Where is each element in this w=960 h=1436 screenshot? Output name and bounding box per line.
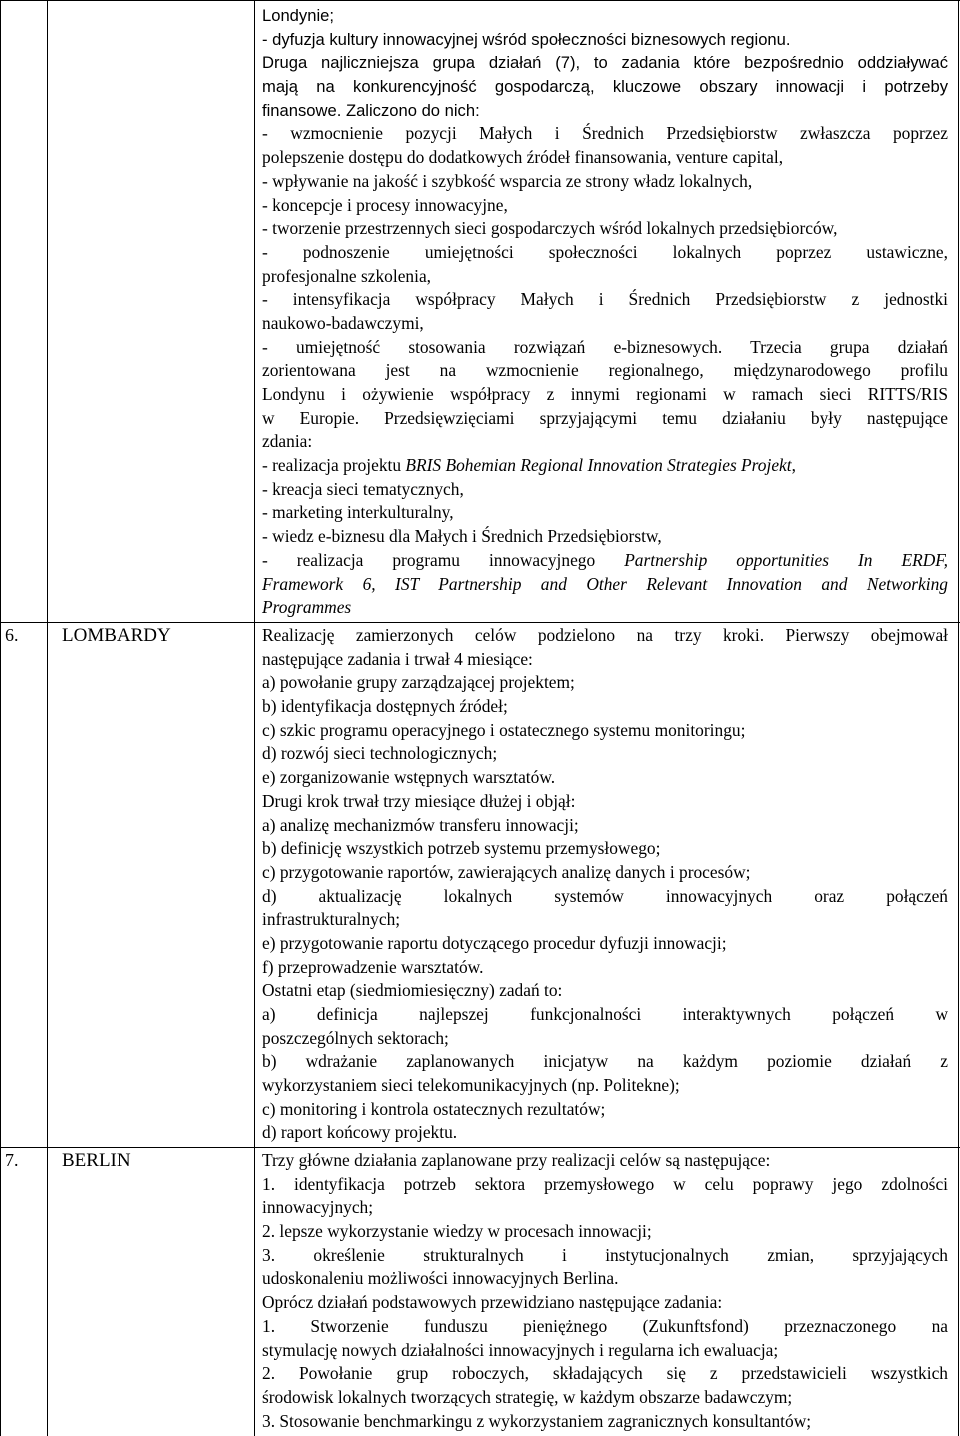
text-line: [262, 525, 948, 549]
line-text: - wpływanie na jakość i szybkość wsparcia ze strony władz lokalnych,: [262, 170, 753, 191]
text-line: [262, 837, 948, 861]
line-text: c) szkic programu operacyjnego i ostatecznego systemu monitoringu;: [262, 719, 746, 740]
text-line: [262, 1315, 948, 1339]
text-line: [262, 217, 948, 241]
line-text: e) przygotowanie raportu dotyczącego procedur dyfuzji innowacji;: [262, 932, 727, 953]
text-line: [262, 790, 948, 814]
column-divider-2: [254, 0, 255, 1436]
line-text: - intensyfikacja współpracy Małych i Średnich Przedsiębiorstw z jednostki: [262, 289, 948, 310]
line-text: zorientowana jest na wzmocnienie regionalnego, międzynarodowego profilu: [262, 360, 948, 381]
italic-title: Framework 6, IST Partnership and Other Relevant Innovation and Networking: [262, 573, 948, 594]
text-line: [262, 1244, 948, 1268]
row-content-berlin: [262, 1149, 948, 1433]
row-number: 6.: [5, 625, 19, 645]
text-line: [262, 1339, 948, 1363]
text-line: [262, 624, 948, 648]
text-line: [262, 288, 948, 312]
text-line: [262, 4, 948, 28]
line-text: Londynie;: [262, 6, 334, 25]
row-content-lombardy: [262, 624, 948, 1145]
line-text: Ostatni etap (siedmiomiesięczny) zadań to:: [262, 980, 563, 1001]
line-text: 3. Stosowanie benchmarkingu z wykorzystaniem zagranicznych konsultantów;: [262, 1410, 812, 1431]
line-text: mają na konkurencyjność gospodarczą, kluczowe obszary innowacji i potrzeby: [262, 77, 948, 97]
text-line: [262, 908, 948, 932]
text-line: [262, 194, 948, 218]
line-text: 1. Stworzenie funduszu pieniężnego (Zukunftsfond) przeznaczonego na: [262, 1315, 948, 1336]
table-border-left: [0, 0, 1, 1436]
line-text: b) wdrażanie zaplanowanych inicjatyw na każdym poziomie działań z: [262, 1051, 948, 1072]
line-text: d) raport końcowy projektu.: [262, 1122, 458, 1143]
line-text: - tworzenie przestrzennych sieci gospodarczych wśród lokalnych przedsiębiorców,: [262, 218, 838, 239]
text-line: [262, 1220, 948, 1244]
line-text: 2. lepsze wykorzystanie wiedzy w procesach innowacji;: [262, 1221, 652, 1242]
line-text: - podnoszenie umiejętności społeczności lokalnych poprzez ustawiczne,: [262, 241, 948, 262]
row-content-london: [262, 4, 948, 620]
text-line: [262, 671, 948, 695]
italic-title: BRIS Bohemian Regional Innovation Strategies Projekt: [405, 455, 792, 476]
text-line: [262, 407, 948, 431]
line-text: a) powołanie grupy zarządzającej projektem;: [262, 672, 575, 693]
text-line: [262, 695, 948, 719]
italic-title: Programmes: [262, 597, 352, 618]
row-number: 7.: [5, 1150, 19, 1170]
text-line: [262, 99, 948, 123]
line-text: środowisk lokalnych tworzących strategię, w każdym obszarze badawczym;: [262, 1386, 793, 1407]
line-text: - wiedz e-biznesu dla Małych i Średnich Przedsiębiorstw,: [262, 526, 662, 547]
line-text: stymulację nowych działalności innowacyjnych i regularna ich ewaluacja;: [262, 1339, 779, 1360]
line-text: - realizacja programu innowacyjnego: [262, 549, 625, 570]
text-line: [262, 549, 948, 573]
text-line: [262, 814, 948, 838]
text-line: [262, 478, 948, 502]
line-text: Oprócz działań podstawowych przewidziano następujące zadania:: [262, 1292, 723, 1313]
column-divider-1: [47, 0, 48, 1436]
line-text: - kreacja sieci tematycznych,: [262, 478, 464, 499]
text-line: [262, 932, 948, 956]
row-divider-6: [0, 622, 960, 623]
text-line: [262, 170, 948, 194]
text-line: [262, 1196, 948, 1220]
line-text: w Europie. Przedsięwzięciami sprzyjającymi temu działaniu były następujące: [262, 407, 948, 428]
text-line: [262, 501, 948, 525]
text-line: [262, 122, 948, 146]
line-text: d) aktualizację lokalnych systemów innowacyjnych oraz połączeń: [262, 885, 948, 906]
text-line: [262, 766, 948, 790]
table-border-right: [958, 0, 959, 1436]
line-text: e) zorganizowanie wstępnych warsztatów.: [262, 767, 556, 788]
text-line: [262, 336, 948, 360]
text-line: [262, 51, 948, 75]
region-name: BERLIN: [62, 1150, 131, 1171]
line-text: finansowe. Zaliczono do nich:: [262, 100, 480, 120]
line-text: naukowo-badawczymi,: [262, 312, 424, 333]
row-divider-7: [0, 1147, 960, 1148]
line-text: Realizację zamierzonych celów podzielono na trzy kroki. Pierwszy obejmował: [262, 625, 948, 645]
text-line: [262, 1362, 948, 1386]
text-line: [262, 1074, 948, 1098]
line-text: profesjonalne szkolenia,: [262, 265, 432, 286]
table-border-top: [0, 0, 960, 1]
line-text: - dyfuzja kultury innowacyjnej wśród społeczności biznesowych regionu.: [262, 29, 791, 49]
text-line: [262, 430, 948, 454]
line-text: wykorzystaniem sieci telekomunikacyjnych (np. Politekne);: [262, 1075, 680, 1096]
text-line: [262, 956, 948, 980]
text-line: [262, 885, 948, 909]
line-text: infrastrukturalnych;: [262, 909, 401, 930]
line-text: 3. określenie strukturalnych i instytucjonalnych zmian, sprzyjających: [262, 1244, 948, 1265]
line-text: - umiejętność stosowania rozwiązań e-biznesowych. Trzecia grupa działań: [262, 336, 948, 357]
line-text: 1. identyfikacja potrzeb sektora przemysłowego w celu poprawy jego zdolności: [262, 1173, 948, 1194]
text-line: [262, 454, 948, 478]
line-text: innowacyjnych;: [262, 1197, 374, 1218]
text-line: [262, 742, 948, 766]
text-line: [262, 312, 948, 336]
text-line: [262, 359, 948, 383]
line-text: Londynu i ożywienie współpracy z innymi regionami w ramach sieci RITTS/RIS: [262, 384, 948, 404]
text-line: [262, 146, 948, 170]
line-text: - koncepcje i procesy innowacyjne,: [262, 194, 508, 215]
region-name: LOMBARDY: [62, 625, 171, 646]
line-text: 2. Powołanie grup roboczych, składających się z przedstawicieli wszystkich: [262, 1363, 948, 1384]
text-line: [262, 979, 948, 1003]
line-text: udoskonaleniu możliwości innowacyjnych Berlina.: [262, 1268, 619, 1289]
line-text: b) definicję wszystkich potrzeb systemu przemysłowego;: [262, 838, 661, 859]
text-line: [262, 265, 948, 289]
line-text: c) przygotowanie raportów, zawierających analizę danych i procesów;: [262, 861, 751, 882]
text-line: [262, 1098, 948, 1122]
text-line: [262, 1386, 948, 1410]
text-line: [262, 75, 948, 99]
line-text: zdania:: [262, 431, 313, 452]
line-text: f) przeprowadzenie warsztatów.: [262, 956, 484, 977]
text-line: [262, 719, 948, 743]
line-text: Drugi krok trwał trzy miesiące dłużej i objął:: [262, 790, 576, 811]
text-line: [262, 241, 948, 265]
line-text: a) definicja najlepszej funkcjonalności interaktywnych połączeń w: [262, 1004, 948, 1024]
line-text: poszczególnych sektorach;: [262, 1027, 449, 1048]
text-line: [262, 861, 948, 885]
line-text: polepszenie dostępu do dodatkowych źródeł finansowania, venture capital,: [262, 147, 784, 168]
text-line: [262, 573, 948, 597]
italic-title: Partnership opportunities In ERDF,: [624, 549, 949, 570]
line-text: - wzmocnienie pozycji Małych i Średnich Przedsiębiorstw zwłaszcza poprzez: [262, 123, 948, 144]
line-suffix: ,: [791, 455, 796, 476]
line-text: b) identyfikacja dostępnych źródeł;: [262, 696, 508, 717]
text-line: [262, 1003, 948, 1027]
text-line: [262, 1267, 948, 1291]
line-text: Trzy główne działania zaplanowane przy realizacji celów są następujące:: [262, 1150, 771, 1170]
text-line: [262, 1149, 948, 1173]
text-line: [262, 1121, 948, 1145]
line-text: następujące zadania i trwał 4 miesiące:: [262, 648, 533, 669]
line-text: Druga najliczniejsza grupa działań (7), to zadania które bezpośrednio oddziaływać: [262, 53, 948, 73]
line-text: c) monitoring i kontrola ostatecznych rezultatów;: [262, 1098, 606, 1119]
text-line: [262, 648, 948, 672]
text-line: [262, 383, 948, 407]
text-line: [262, 28, 948, 52]
text-line: [262, 596, 948, 620]
text-line: [262, 1173, 948, 1197]
text-line: [262, 1027, 948, 1051]
line-text: - marketing interkulturalny,: [262, 502, 454, 523]
line-text: - realizacja projektu: [262, 455, 406, 476]
text-line: [262, 1050, 948, 1074]
text-line: [262, 1291, 948, 1315]
text-line: [262, 1410, 948, 1434]
line-text: a) analizę mechanizmów transferu innowacji;: [262, 814, 579, 835]
line-text: d) rozwój sieci technologicznych;: [262, 743, 498, 764]
